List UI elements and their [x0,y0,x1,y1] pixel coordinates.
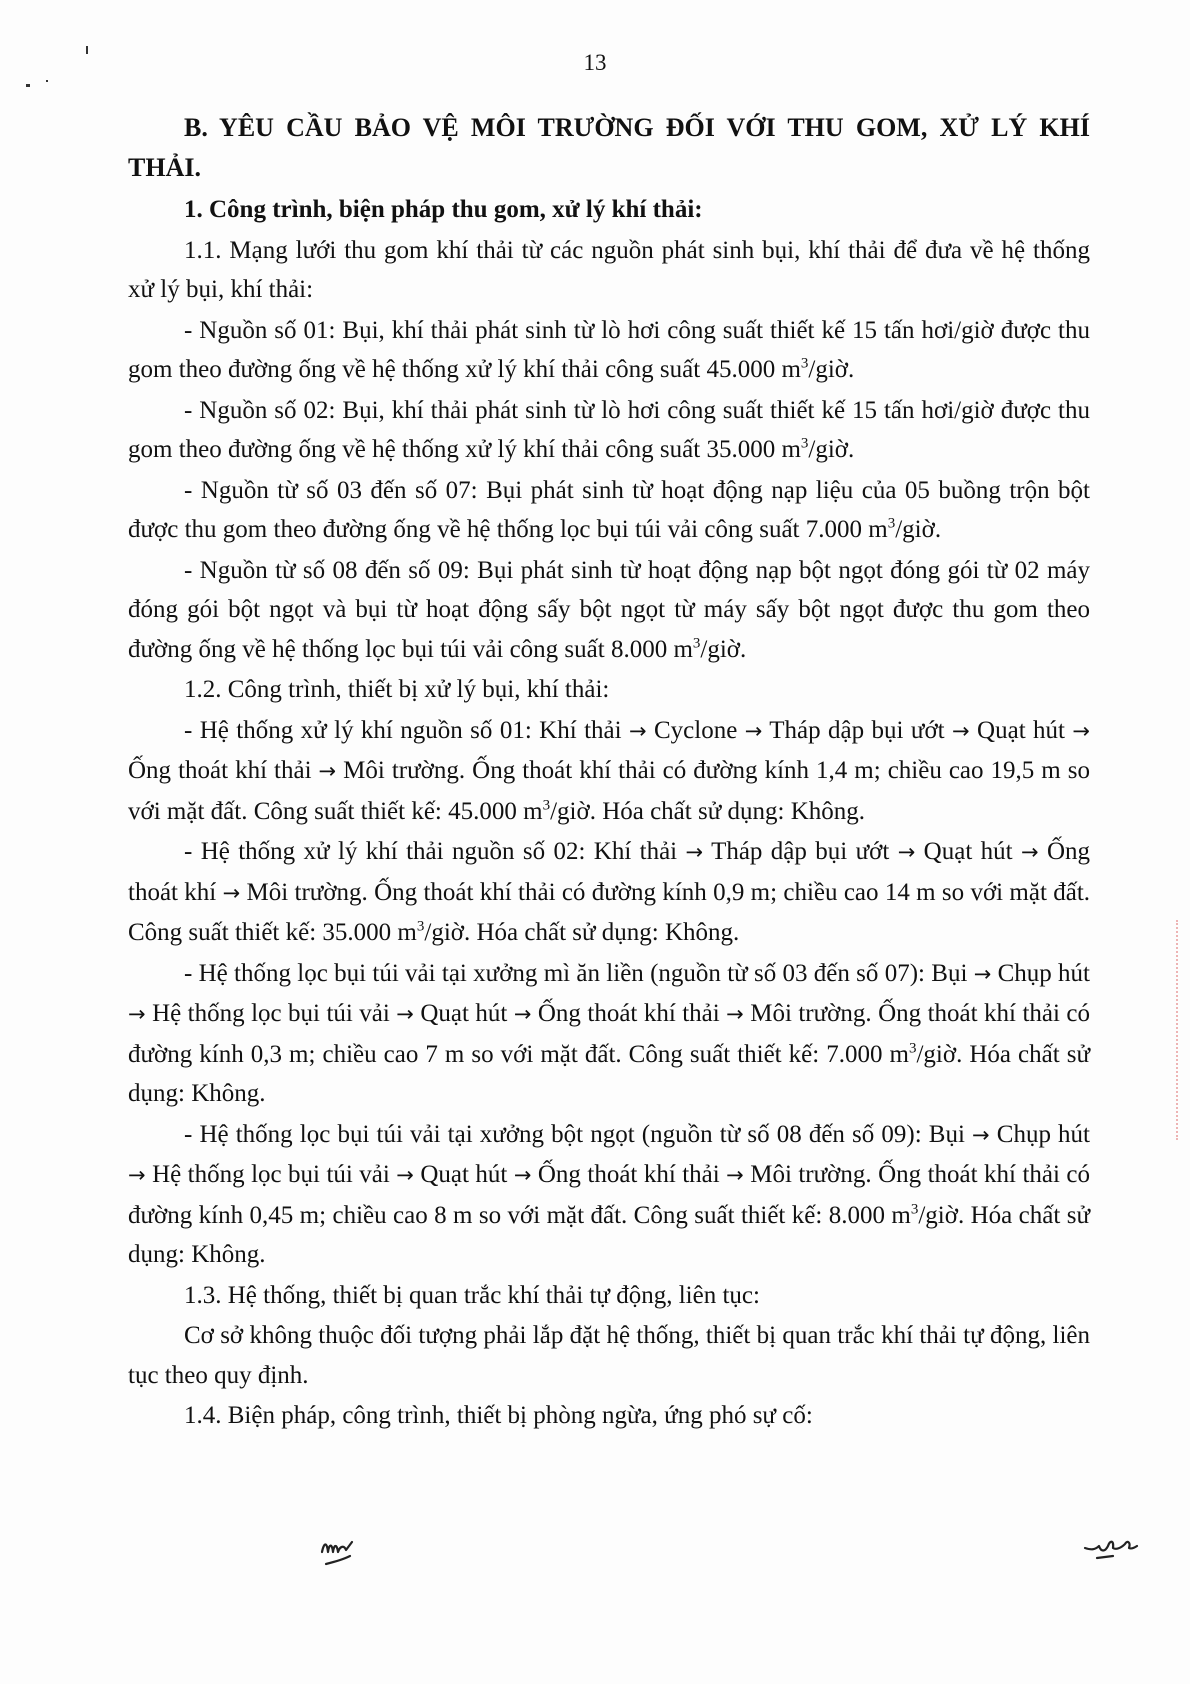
arrow-icon: → [513,1163,532,1187]
source-08-09-tail: /giờ. [700,635,747,663]
system-01-part: Quạt hút [977,716,1065,744]
system-03-part: Hệ thống lọc bụi túi vải [152,1000,390,1027]
initials-signature-right [1083,1536,1139,1566]
source-02 [128,391,1090,470]
source-02-tail: /giờ. [808,436,855,463]
system-01-part: Cyclone [653,716,738,744]
scan-speck [46,80,48,82]
system-04-part: - Hệ thống lọc bụi túi vải tại xưởng bột ngọt (nguồn từ số 08 đến số 09): Bụi [184,1120,965,1148]
superscript-3: 3 [542,797,551,814]
superscript-3: 3 [910,1201,919,1218]
system-01-part: Môi trường. Ống thoát khí thải có đường kính 1,4 m; chiều cao 19,5 m so với mặt đất. Công suất thiết kế: 45.000 m [128,757,1090,825]
system-02-part: /giờ. Hóa chất sử dụng: Không. [424,919,740,946]
arrow-icon: → [1020,840,1039,864]
document-body [128,108,1090,1437]
superscript-3: 3 [908,1040,917,1057]
paragraph-1-1: 1.1. Mạng lưới thu gom khí thải từ các nguồn phát sinh bụi, khí thải để đưa về hệ thống xử lý bụi, khí thải: [128,236,1090,303]
source-08-09-text: - Nguồn từ số 08 đến số 09: Bụi phát sinh từ hoạt động nạp bột ngọt đóng gói từ 02 máy đóng gói bột ngọt và bụi từ hoạt động sấy bột ngọt từ máy sấy bột ngọt được thu gom theo đường ống về hệ thống lọc bụi túi vải công suất 8.000 m [128,556,1090,663]
source-01-text: - Nguồn số 01: Bụi, khí thải phát sinh từ lò hơi công suất thiết kế 15 tấn hơi/giờ được thu gom theo đường ống về hệ thống xử lý khí thải công suất 45.000 m [128,316,1090,383]
system-03-part: Môi trường. Ống thoát khí thải có đường kính 0,3 m; chiều cao 7 m so với mặt đất. Công suất thiết kế: 7.000 m [128,1000,1090,1068]
system-01-part: /giờ. Hóa chất sử dụng: Không. [550,797,866,825]
page-number: 13 [583,50,607,75]
arrow-icon: → [972,1122,990,1147]
system-04-part: Quạt hút [420,1161,508,1188]
arrow-icon: → [726,1002,744,1026]
system-02-part: Tháp dập bụi ướt [711,838,890,865]
source-08-09 [128,551,1090,670]
system-02-part: Quạt hút [923,838,1013,865]
arrow-icon: → [128,1163,146,1187]
arrow-icon: → [726,1163,744,1187]
system-04-part: Hệ thống lọc bụi túi vải [152,1161,390,1188]
superscript-3: 3 [416,918,425,935]
system-03-part: Quạt hút [420,1000,508,1027]
initials-signature-left [318,1532,368,1572]
arrow-icon: → [513,1002,532,1026]
superscript-3: 3 [692,635,701,652]
paragraph-1-3: 1.3. Hệ thống, thiết bị quan trắc khí thải tự động, liên tục: [184,1281,760,1309]
system-02-part: - Hệ thống xử lý khí thải nguồn số 02: Khí thải [184,838,678,865]
arrow-icon: → [952,718,970,743]
system-02-part: Môi trường. Ống thoát khí thải có đường kính 0,9 m; chiều cao 14 m so với mặt đất. Công suất thiết kế: 35.000 m [128,878,1091,946]
system-04-part: /giờ. Hóa chất sử dụng: Không. [128,1201,1090,1268]
margin-stamp-mark [1176,920,1184,1140]
system-01 [128,711,1090,832]
arrow-icon: → [128,1002,146,1026]
source-01-tail: /giờ. [808,356,855,383]
system-03-part: - Hệ thống lọc bụi túi vải tại xưởng mì ăn liền (nguồn từ số 03 đến số 07): Bụi [184,959,968,987]
superscript-3: 3 [800,355,809,372]
paragraph-1-2: 1.2. Công trình, thiết bị xử lý bụi, khí thải: [184,676,610,703]
superscript-3: 3 [887,515,896,532]
system-04 [128,1115,1090,1275]
system-03 [128,954,1090,1114]
scan-speck [26,84,30,87]
arrow-icon: → [318,759,337,783]
system-03-part: Chụp hút [997,959,1091,987]
arrow-icon: → [396,1002,414,1026]
system-01-part: Ống thoát khí thải [128,757,312,784]
arrow-icon: → [1072,718,1091,743]
system-04-part: Chụp hút [996,1120,1091,1148]
paragraph-1-4: 1.4. Biện pháp, công trình, thiết bị phòng ngừa, ứng phó sự cố: [184,1402,813,1429]
arrow-icon: → [744,718,763,743]
system-03-part: Ống thoát khí thải [537,1000,720,1027]
source-01 [128,311,1090,390]
system-01-part: Tháp dập bụi ướt [769,716,945,744]
source-03-07-tail: /giờ. [895,516,942,543]
system-02-part: Ống thoát khí [128,838,1091,906]
section-b-title: B. YÊU CẦU BẢO VỆ MÔI TRƯỜNG ĐỐI VỚI THU GOM, XỬ LÝ KHÍ THẢI. [128,113,1090,182]
source-03-07 [128,471,1090,550]
system-04-part: Ống thoát khí thải [537,1161,720,1188]
arrow-icon: → [396,1163,414,1187]
arrow-icon: → [628,718,647,743]
arrow-icon: → [685,840,704,864]
system-02 [128,832,1090,953]
system-01-part: - Hệ thống xử lý khí nguồn số 01: Khí thải [184,716,622,744]
paragraph-1-3-body: Cơ sở không thuộc đối tượng phải lắp đặt hệ thống, thiết bị quan trắc khí thải tự động, liên tục theo quy định. [128,1322,1090,1389]
arrow-icon: → [897,840,916,864]
source-03-07-text: - Nguồn từ số 03 đến số 07: Bụi phát sinh từ hoạt động nạp liệu của 05 buồng trộn bột được thu gom theo đường ống về hệ thống lọc bụi túi vải công suất 7.000 m [128,476,1090,543]
superscript-3: 3 [800,435,809,452]
arrow-icon: → [973,961,992,986]
heading-1: 1. Công trình, biện pháp thu gom, xử lý khí thải: [184,196,703,223]
arrow-icon: → [222,880,241,905]
source-02-text: - Nguồn số 02: Bụi, khí thải phát sinh từ lò hơi công suất thiết kế 15 tấn hơi/giờ được thu gom theo đường ống về hệ thống xử lý khí thải công suất 35.000 m [128,396,1090,463]
system-04-part: Môi trường. Ống thoát khí thải có đường kính 0,45 m; chiều cao 8 m so với mặt đất. Công suất thiết kế: 8.000 m [128,1161,1090,1229]
system-03-part: /giờ. Hóa chất sử dụng: Không. [128,1040,1090,1107]
